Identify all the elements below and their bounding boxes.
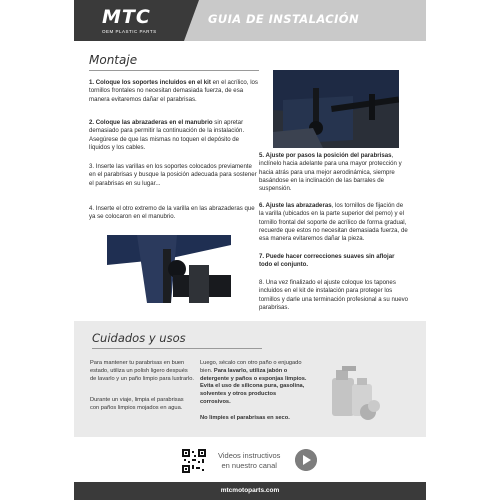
youtube-play-icon[interactable] xyxy=(295,449,317,471)
video-label-line-2: en nuestro canal xyxy=(221,460,277,470)
step-2 xyxy=(89,119,259,152)
step-3 xyxy=(89,163,259,188)
step-6-text: , los tornillos de fijación de la varilla (ubicados en la parte superior del perno) y el tornillo frontal del soporte de acrílico de forma gradual, recuerde que estos no necesitan demasiada fuerza, de esa manera evitaremos dañar la pieza. xyxy=(259,202,408,243)
care-mid-paragraph-2: No limpies el parabrisas en seco. xyxy=(200,415,290,421)
step-7 xyxy=(259,253,409,270)
step-4 xyxy=(89,205,259,222)
step-1-bold: 1. Coloque los soportes incluidos en el kit xyxy=(89,79,211,86)
step-7-bold: 7. Puede hacer correcciones suaves sin aflojar todo el conjunto. xyxy=(259,253,395,269)
step-5-bold: 5. Ajuste por pasos la posición del parabrisas xyxy=(259,152,392,159)
step-1 xyxy=(89,79,259,104)
header-bar xyxy=(74,0,426,41)
cleaning-products-icon xyxy=(324,362,384,422)
installation-guide-page xyxy=(74,0,426,500)
video-label xyxy=(218,451,280,470)
step-2-bold: 2. Coloque las abrazaderas en el manubrio xyxy=(89,119,213,126)
care-left-paragraph-2: Durante un viaje, limpia el parabrisas con paños limpios mojados en agua. xyxy=(90,397,184,411)
step-8 xyxy=(259,279,409,312)
care-mid-paragraph-1 xyxy=(200,360,308,407)
step-2-text: sin apretar demasiado para permitir la continuación de la instalación. Asegúrese de que las mismas no toquen el depósito de líquidos y los cables. xyxy=(89,119,245,151)
care-mid-bold: Para lavarlo, utiliza jabón o detergente y paños o esponjas limpios. Evita el uso de silicona pura, gasolina, solventes y otros productos corrosivos. xyxy=(200,367,307,405)
step-1-text: en el acrílico, los tornillos frontales no necesitan demasiada fuerza, de esa manera evitaremos dañar el parabrisas. xyxy=(89,79,258,103)
video-label-line-1: Videos instructivos xyxy=(218,451,281,460)
step-4-text: 4. Inserte el otro extremo de la varilla en las abrazaderas que ya se colocaron en el manubrio. xyxy=(89,205,255,221)
care-left-paragraph-1: Para mantener tu parabrisas en buen estado, utiliza un polish ligero después de lavarlo y un paño limpio para lustrarlo. xyxy=(90,360,195,382)
montaje-title: Montaje xyxy=(89,53,138,67)
care-divider xyxy=(92,348,262,349)
step-5 xyxy=(259,152,409,193)
clamp-photo-graphic xyxy=(107,235,231,303)
step-8-text: 8. Una vez finalizado el ajuste coloque los tapones incluidos en el kit de instalación para proteger los tornillos y darle una terminación profesional a su nuevo parabrisas. xyxy=(259,279,409,311)
clamp-rod-photo xyxy=(107,235,231,303)
step-6-bold: 6. Ajuste las abrazaderas xyxy=(259,202,332,209)
care-mid-plain: Luego, sécalo con otro paño o enjugado bien. xyxy=(200,360,302,374)
brand-logo: MTC xyxy=(102,6,151,28)
step-3-text: 3. Inserte las varillas en los soportes colocados previamente en el parabrisas y busque la posición adecuada para sostener el parabrisas en su lugar... xyxy=(89,163,257,187)
page-title: GUIA DE INSTALACIÓN xyxy=(208,12,359,26)
windshield-handlebar-photo xyxy=(273,70,399,148)
windshield-photo-graphic xyxy=(273,70,399,148)
qr-code-icon[interactable] xyxy=(182,449,206,473)
montaje-divider xyxy=(89,70,259,71)
care-title: Cuidados y usos xyxy=(92,331,186,345)
brand-tagline: OEM PLASTIC PARTS xyxy=(102,29,157,34)
footer-url[interactable]: mtcmotoparts.com xyxy=(220,487,280,494)
step-6 xyxy=(259,202,409,243)
step-5-text: , inclínelo hacia adelante para una mayor protección y hacia atrás para una mejor aerodinámica, siempre basándose en la inclinación de las barrales de suspensión. xyxy=(259,152,402,193)
